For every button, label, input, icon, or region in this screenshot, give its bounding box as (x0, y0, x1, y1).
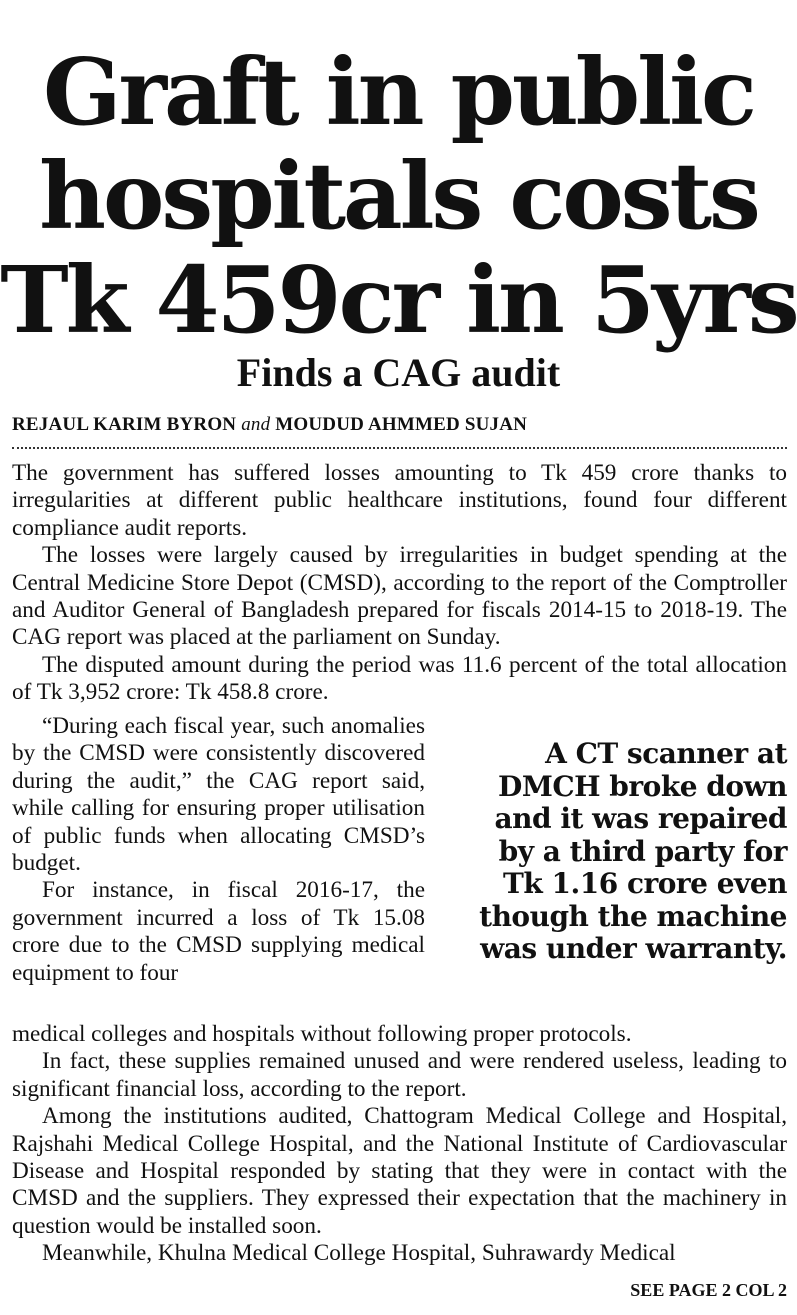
headline-line-1: Graft in public (42, 38, 755, 146)
subheadline: Finds a CAG audit (236, 350, 561, 395)
paragraph-1: The government has suffered losses amounting to Tk 459 crore thanks to irregularities at different public healthcare institutions, found four different compliance audit reports. (12, 460, 787, 541)
byline (12, 413, 792, 437)
headline-line-2: hospitals costs (39, 142, 758, 250)
article-body-bottom (12, 1021, 787, 1268)
paragraph-5-start: For instance, in fiscal 2016-17, the government incurred a loss of Tk 15.08 crore due to the CMSD supplying medical equipment to four (12, 877, 425, 986)
paragraph-2: The losses were largely caused by irregularities in budget spending at the Central Medicine Store Depot (CMSD), according to the report of the Comptroller and Auditor General of Bangladesh prepared for fiscals 2014-15 to 2018-19. The CAG report was placed at the parliament on Sunday. (12, 542, 787, 651)
article-body-narrow-column (12, 713, 425, 987)
paragraph-3: The disputed amount during the period was 11.6 percent of the total allocation of Tk 3,952 crore: Tk 458.8 crore. (12, 651, 787, 706)
byline-author-1: REJAUL KARIM BYRON (12, 414, 237, 435)
paragraph-5-end: medical colleges and hospitals without following proper protocols. (12, 1021, 632, 1047)
byline-author-2: MOUDUD AHMMED SUJAN (275, 414, 528, 435)
dotted-divider (12, 447, 787, 449)
byline-conjunction: and (241, 414, 271, 435)
paragraph-4: “During each fiscal year, such anomalies by the CMSD were consistently discovered during the audit,” the CAG report said, while calling for ensuring proper utilisation of public funds when allocating CMSD’s budget. (12, 713, 425, 877)
continuation-jump-line: SEE PAGE 2 COL 2 (630, 1280, 787, 1300)
pull-quote: A CT scanner at DMCH broke down and it was repaired by a third party for Tk 1.16 crore even though the machine was under warranty. (479, 737, 787, 965)
paragraph-8: Meanwhile, Khulna Medical College Hospital, Suhrawardy Medical (42, 1240, 676, 1267)
headline-line-3: Tk 459cr in 5yrs (0, 246, 797, 354)
headline (0, 40, 797, 352)
paragraph-6: In fact, these supplies remained unused and were rendered useless, leading to significant financial loss, according to the report. (12, 1048, 787, 1102)
article-body-top (12, 460, 787, 707)
paragraph-7: Among the institutions audited, Chattogram Medical College and Hospital, Rajshahi Medical College Hospital, and the National Institute of Cardiovascular Disease and Hospital responded by stating that they were in contact with the CMSD and the suppliers. They expressed their expectation that the machinery in question would be installed soon. (12, 1103, 787, 1239)
